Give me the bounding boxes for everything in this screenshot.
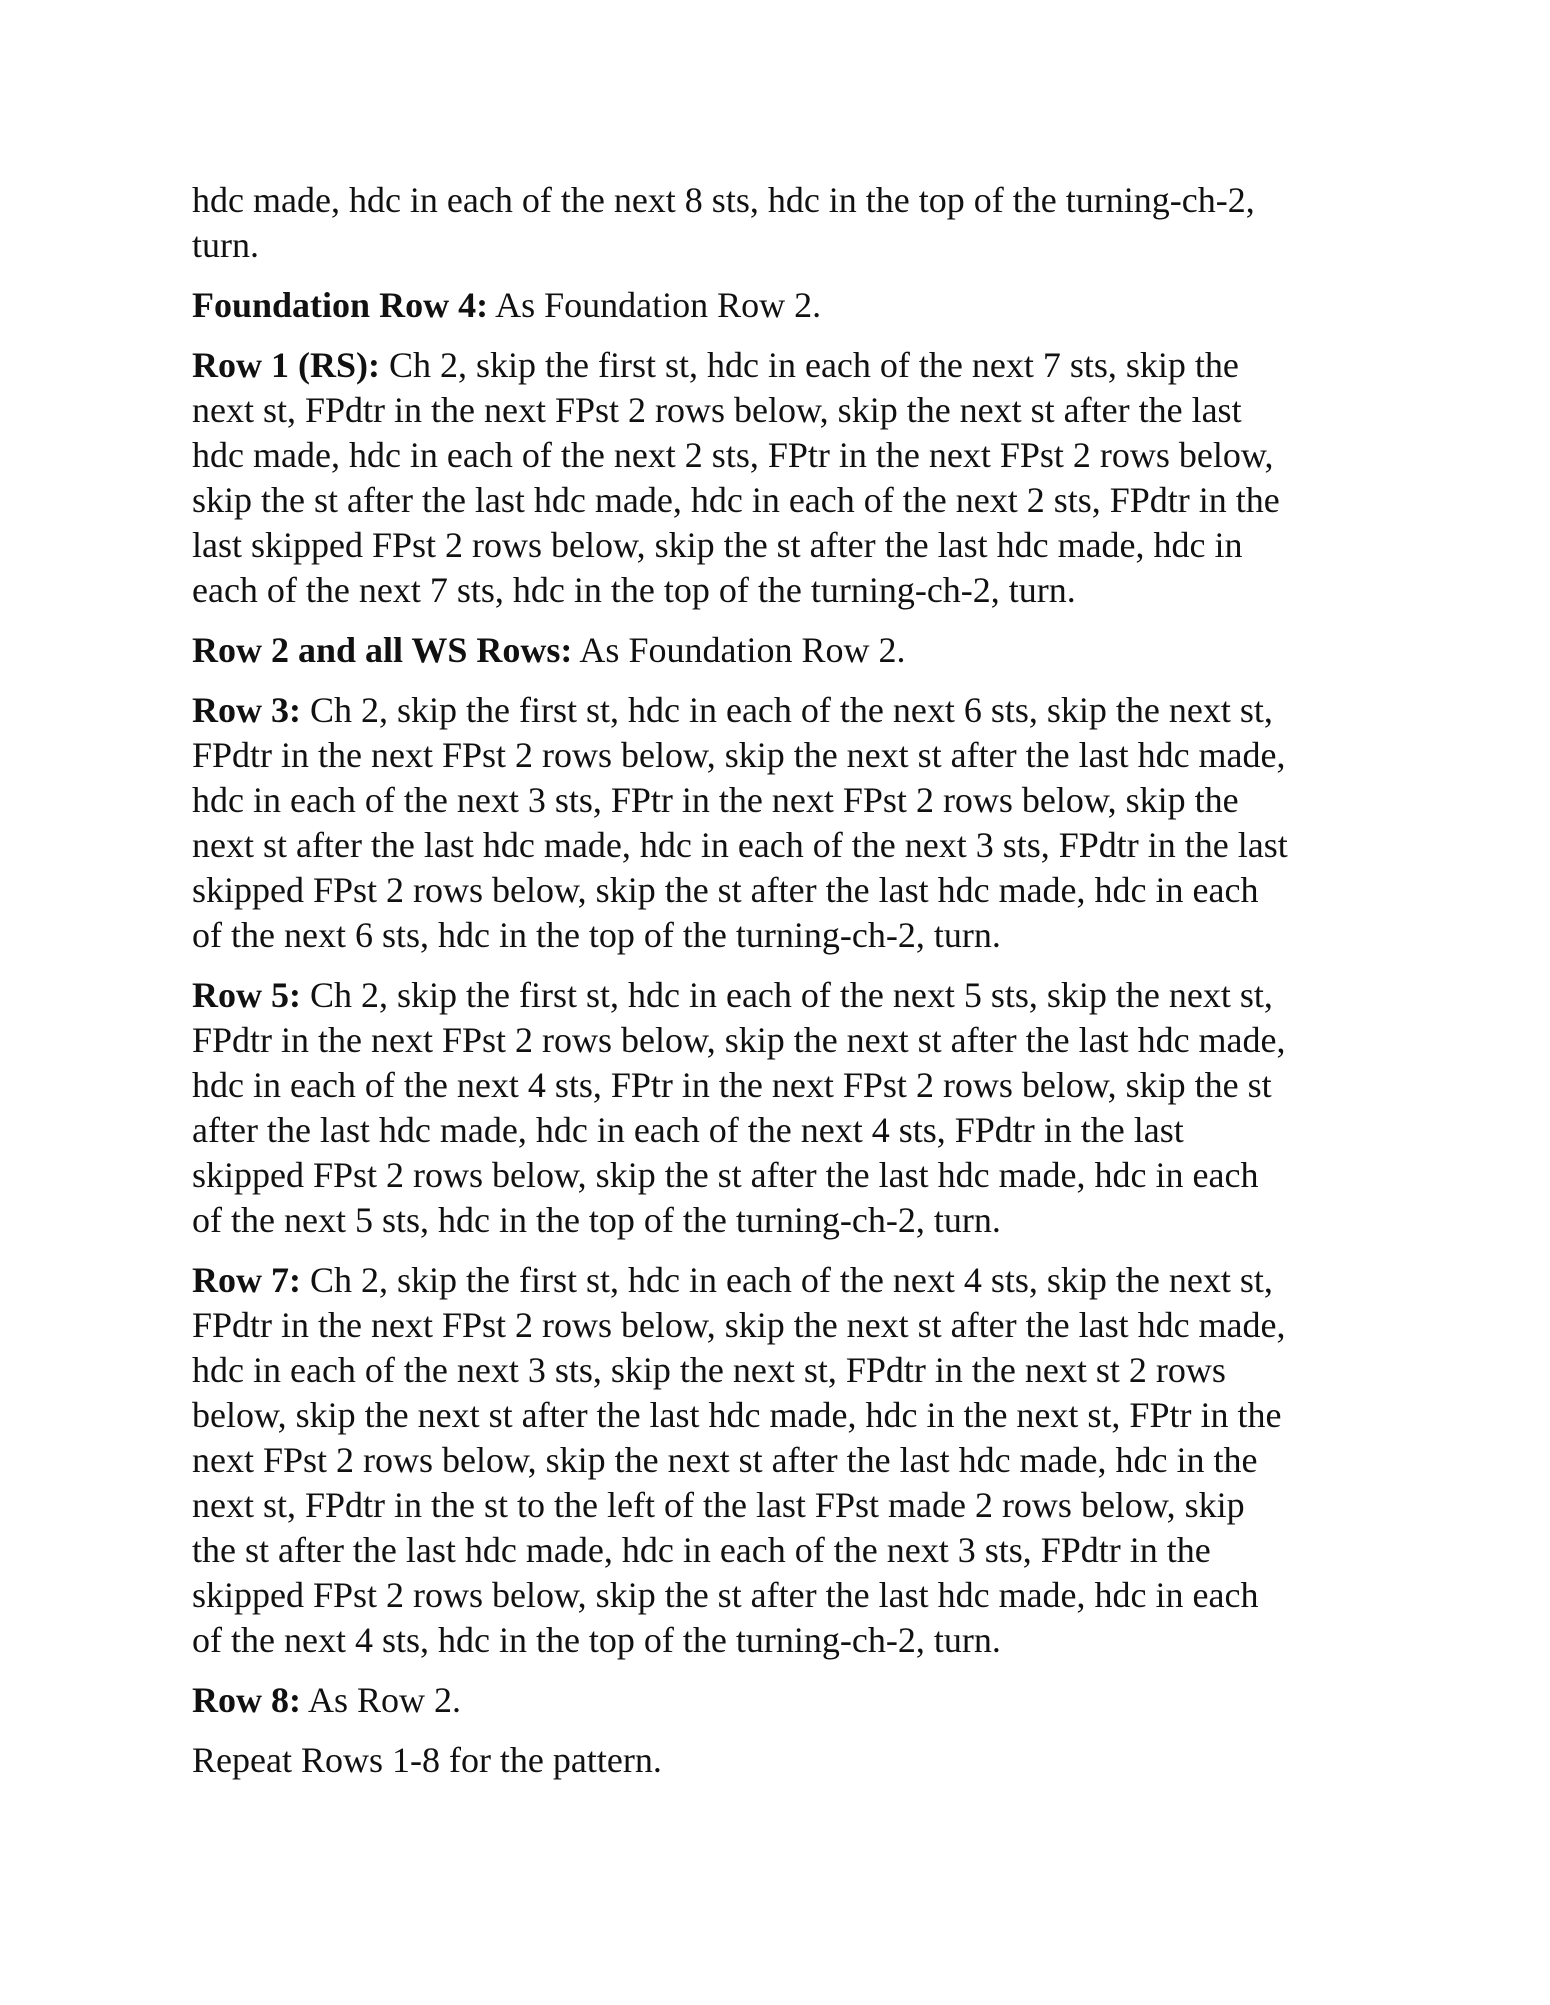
paragraph-text: As Foundation Row 2. — [572, 630, 906, 670]
paragraph-text: hdc made, hdc in each of the next 8 sts, hdc in the top of the turning-ch-2, turn. — [192, 180, 1255, 265]
paragraph-label: Foundation Row 4: — [192, 285, 489, 325]
paragraph-text: Ch 2, skip the first st, hdc in each of the next 4 sts, skip the next st, FPdtr in the next FPst 2 rows below, skip the next st after the last hdc made, hdc in each of the next 3 sts, skip the next st, FPdtr in the next st 2 rows below, skip the next st after the last hdc made, hdc in the next st, FPtr in the next FPst 2 rows below, skip the next st after the last hdc made, hdc in the next st, FPdtr in the st to the left of the last FPst made 2 rows below, skip the st after the last hdc made, hdc in each of the next 3 sts, FPdtr in the skipped FPst 2 rows below, skip the st after the last hdc made, hdc in each of the next 4 sts, hdc in the top of the turning-ch-2, turn. — [192, 1260, 1286, 1660]
paragraph-label: Row 1 (RS): — [192, 345, 380, 385]
paragraph-row-8 — [192, 1678, 1372, 1723]
paragraph-repeat — [192, 1738, 1372, 1783]
paragraph-foundation-row-4 — [192, 283, 1372, 328]
paragraph-text: As Row 2. — [300, 1680, 462, 1720]
paragraph-text: Ch 2, skip the first st, hdc in each of the next 7 sts, skip the next st, FPdtr in the next FPst 2 rows below, skip the next st after the last hdc made, hdc in each of the next 2 sts, FPtr in the next FPst 2 rows below, skip the st after the last hdc made, hdc in each of the next 2 sts, FPdtr in the last skipped FPst 2 rows below, skip the st after the last hdc made, hdc in each of the next 7 sts, hdc in the top of the turning-ch-2, turn. — [192, 345, 1280, 610]
paragraph-label: Row 7: — [192, 1260, 301, 1300]
paragraph-row-7 — [192, 1258, 1372, 1663]
paragraph-label: Row 8: — [192, 1680, 301, 1720]
document-page — [192, 178, 1372, 1798]
paragraph-continuation — [192, 178, 1372, 268]
paragraph-row-5 — [192, 973, 1372, 1243]
paragraph-text: Ch 2, skip the first st, hdc in each of the next 6 sts, skip the next st, FPdtr in the next FPst 2 rows below, skip the next st after the last hdc made, hdc in each of the next 3 sts, FPtr in the next FPst 2 rows below, skip the next st after the last hdc made, hdc in each of the next 3 sts, FPdtr in the last skipped FPst 2 rows below, skip the st after the last hdc made, hdc in each of the next 6 sts, hdc in the top of the turning-ch-2, turn. — [192, 690, 1288, 955]
paragraph-row-1 — [192, 343, 1372, 613]
paragraph-text: Repeat Rows 1-8 for the pattern. — [192, 1740, 662, 1780]
paragraph-label: Row 5: — [192, 975, 301, 1015]
paragraph-label: Row 2 and all WS Rows: — [192, 630, 573, 670]
paragraph-text: Ch 2, skip the first st, hdc in each of the next 5 sts, skip the next st, FPdtr in the next FPst 2 rows below, skip the next st after the last hdc made, hdc in each of the next 4 sts, FPtr in the next FPst 2 rows below, skip the st after the last hdc made, hdc in each of the next 4 sts, FPdtr in the last skipped FPst 2 rows below, skip the st after the last hdc made, hdc in each of the next 5 sts, hdc in the top of the turning-ch-2, turn. — [192, 975, 1286, 1240]
paragraph-row-3 — [192, 688, 1372, 958]
paragraph-label: Row 3: — [192, 690, 301, 730]
paragraph-text: As Foundation Row 2. — [488, 285, 822, 325]
paragraph-row-2 — [192, 628, 1372, 673]
